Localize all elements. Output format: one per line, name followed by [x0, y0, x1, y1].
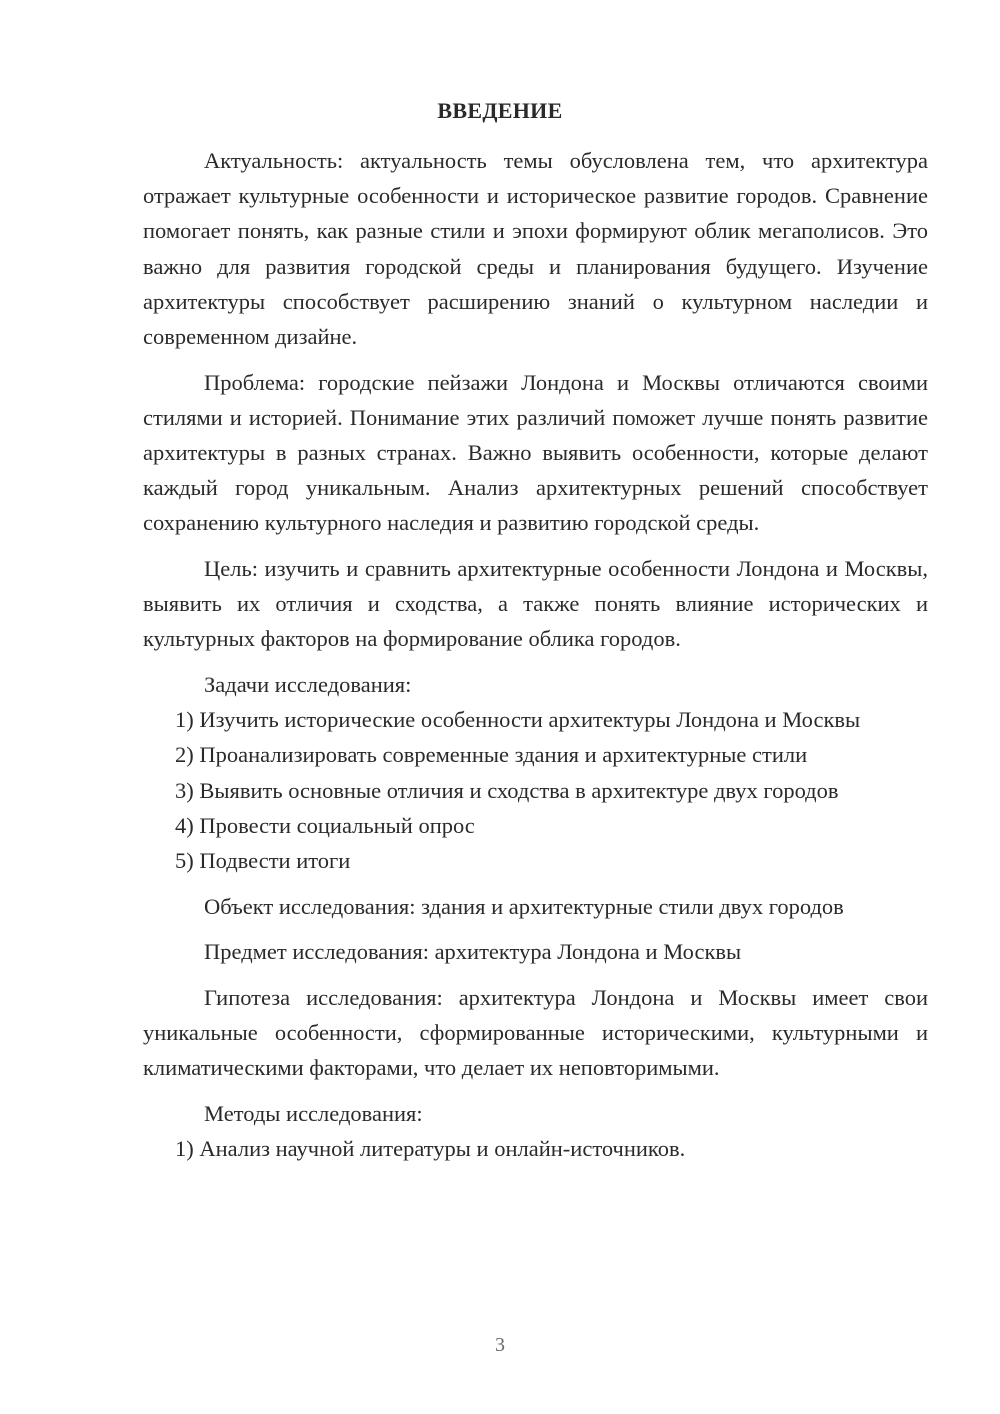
paragraph-goal: Цель: изучить и сравнить архитектурные особенности Лондона и Москвы, выявить их отличия и сходства, а также понять влияние исторических и культурных факторов на формирование облика городов. [143, 556, 928, 652]
methods-heading: Методы исследования: [204, 1100, 423, 1126]
task-item-5: 5) Подвести итоги [175, 848, 351, 874]
paragraph-hypothesis: Гипотеза исследования: архитектура Лондона и Москвы имеет свои уникальные особенности, сформированные историческими, культурными и климатическими факторами, что делает их неповторимыми. [143, 984, 928, 1081]
method-item-1: 1) Анализ научной литературы и онлайн-источников. [175, 1136, 686, 1162]
paragraph-relevance: Актуальность: актуальность темы обусловлена тем, что архитектура отражает культурные особенности и историческое развитие городов. Сравнение помогает понять, как разные стили и эпохи формируют облик мегаполисов. Это важно для развития городской среды и планирования будущего. Изучение архитектуры способствует расширению знаний о культурном наследии и современном дизайне. [143, 148, 928, 350]
page-number: 3 [495, 1334, 505, 1356]
document-body [143, 143, 928, 1166]
task-item-4: 4) Провести социальный опрос [175, 812, 475, 838]
tasks-heading: Задачи исследования: [204, 672, 412, 698]
paragraph-problem: Проблема: городские пейзажи Лондона и Москвы отличаются своими стилями и историей. Понимание этих различий поможет лучше понять развитие архитектуры в разных странах. Важно выявить особенности, которые делают каждый город уникальным. Анализ архитектурных решений способствует сохранению культурного наследия и развитию городской среды. [143, 369, 928, 536]
task-item-2: 2) Проанализировать современные здания и архитектурные стили [175, 742, 808, 768]
task-item-1: 1) Изучить исторические особенности архитектуры Лондона и Москвы [175, 707, 861, 733]
task-item-3: 3) Выявить основные отличия и сходства в архитектуре двух городов [175, 777, 839, 803]
page-title: ВВЕДЕНИЕ [437, 98, 563, 123]
paragraph-subject: Предмет исследования: архитектура Лондона и Москвы [204, 939, 742, 965]
paragraph-object: Объект исследования: здания и архитектурные стили двух городов [204, 893, 844, 919]
